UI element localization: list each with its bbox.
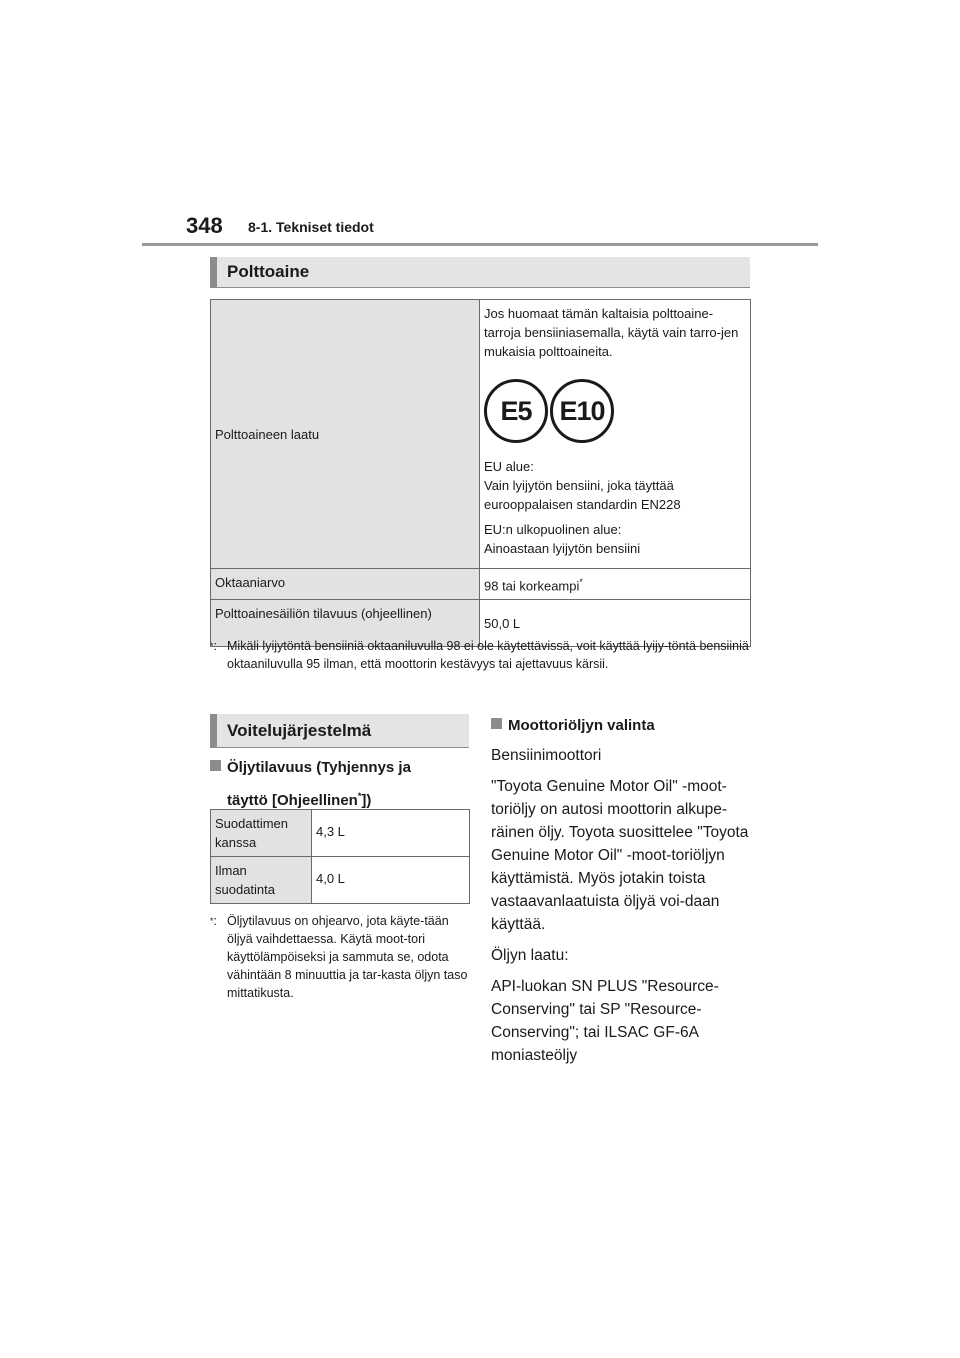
oil-row-value: 4,0 L [312, 857, 470, 904]
running-header: 8-1. Tekniset tiedot [248, 219, 374, 235]
footnote-marker: * [210, 641, 214, 651]
tank-capacity-label: Polttoainesäiliön tilavuus (ohjeellinen) [211, 600, 480, 647]
oil-quality-text: API-luokan SN PLUS "Resource-Conserving" tai SP "Resource-Conserving"; tai ILSAC GF-6A moniasteöljy [491, 978, 719, 1064]
oil-capacity-table [210, 809, 470, 904]
fuel-footnote-text: Mikäli lyijytöntä bensiiniä oktaaniluvulla 98 ei ole käytettävissä, voit käyttää lyijy-töntä bensiiniä oktaaniluvulla 95 ilman, että moottorin kestävyys tai ajettavuus kärsii. [227, 639, 749, 671]
eu-area-title: EU alue: [484, 459, 534, 474]
table-row [211, 569, 751, 600]
fuel-label-badges [484, 379, 746, 443]
fuel-table [210, 299, 751, 647]
footnote-marker: * [357, 791, 362, 801]
fuel-quality-value [480, 300, 751, 569]
oil-quality-label: Öljyn laatu: [491, 947, 569, 964]
table-row [211, 300, 751, 569]
non-eu-fuel-info [484, 520, 746, 558]
oil-capacity-heading [210, 755, 470, 813]
header-rule [142, 243, 818, 246]
octane-value [480, 569, 751, 600]
fuel-quality-note: Jos huomaat tämän kaltaisia polttoaine-tarroja bensiiniasemalla, käytä vain tarro-jen mukaisia polttoaineita. [484, 306, 739, 359]
table-row [211, 857, 470, 904]
oil-recommendation-text: "Toyota Genuine Motor Oil" -moot-toriöljy on autosi moottorin alkupe-räinen öljy. Toyota suosittelee "Toyota Genuine Motor Oil" -moot-toriöljyn käyttämistä. Myös jotakin toista vastaavanlaatuista öljyä voi-daan käyttää. [491, 778, 749, 933]
oil-capacity-footnote [210, 912, 470, 1002]
oil-capacity-footnote-text: Öljytilavuus on ohjearvo, jota käyte-tään öljyä vaihdettaessa. Käytä moot-tori käyttölämpöiseksi ja sammuta se, odota vähintään 8 minuuttia ja tar-kasta öljyn taso mittatikusta. [227, 914, 468, 1000]
section-title-fuel: Polttoaine [227, 262, 310, 281]
engine-type: Bensiinimoottori [491, 747, 602, 764]
section-title-lubrication: Voitelujärjestelmä [227, 720, 372, 740]
oil-selection-heading [491, 713, 753, 738]
page-number: 348 [186, 213, 223, 238]
octane-label: Oktaaniarvo [211, 569, 480, 600]
section-heading-fuel [210, 257, 750, 288]
octane-value-text: 98 tai korkeampi [484, 578, 580, 594]
footnote-colon: : [213, 914, 217, 928]
oil-selection-heading-text: Moottoriöljyn valinta [508, 717, 655, 734]
oil-capacity-heading-line2: täyttö [Ohjeellinen [227, 792, 358, 809]
oil-selection-section [491, 713, 753, 1075]
fuel-quality-label: Polttoaineen laatu [211, 300, 480, 569]
non-eu-area-title: EU:n ulkopuolinen alue: [484, 522, 622, 537]
oil-capacity-heading-end: ]) [361, 792, 372, 809]
oil-row-label: Ilman suodatinta [211, 857, 312, 904]
section-heading-lubrication [210, 714, 469, 748]
oil-capacity-heading-line1: Öljytilavuus (Tyhjennys ja [227, 759, 411, 776]
square-bullet-icon [210, 760, 221, 771]
eu-area-text: Vain lyijytön bensiini, joka täyttää eurooppalaisen standardin EN228 [484, 478, 681, 512]
square-bullet-icon [491, 718, 502, 729]
table-row [211, 810, 470, 857]
oil-row-label: Suodattimen kanssa [211, 810, 312, 857]
non-eu-area-text: Ainoastaan lyijytön bensiini [484, 541, 641, 556]
footnote-colon: : [213, 639, 217, 653]
eu-fuel-info [484, 457, 746, 514]
e10-fuel-badge: E10 [550, 379, 614, 443]
oil-row-value: 4,3 L [312, 810, 470, 857]
tank-capacity-value: 50,0 L [480, 600, 751, 647]
footnote-marker: * [579, 577, 583, 587]
fuel-footnote [210, 637, 750, 673]
footnote-marker: * [210, 916, 214, 926]
e5-fuel-badge: E5 [484, 379, 548, 443]
